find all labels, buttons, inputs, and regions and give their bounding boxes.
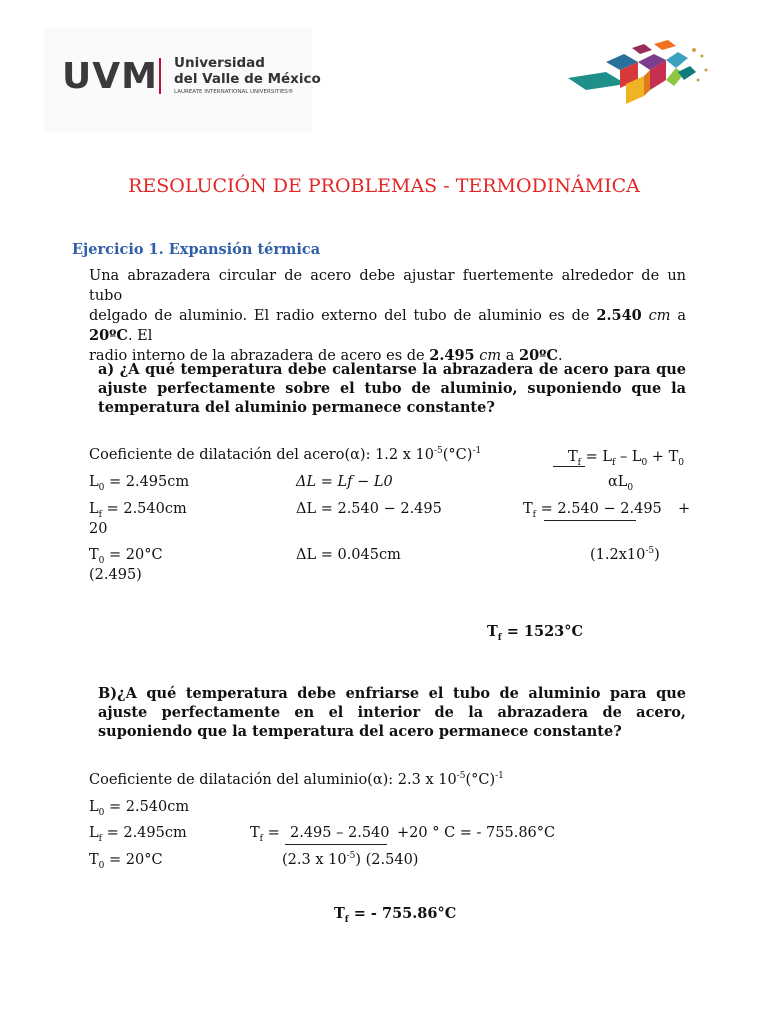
tf-rest-b: +20 ° C = - 755.86°C [397, 825, 556, 841]
tf-denominator-a: $(1.2x10^{-5})$ [590, 546, 660, 563]
tf-denominator-b2: (2.3 x $10^{-5}$) (2.540) [282, 851, 419, 868]
l0-value-b: $L_0 = 2.540cm$ [89, 799, 190, 818]
formula-denominator: $\alpha L_0$ [608, 474, 634, 493]
tf-fraction-line-b [285, 844, 387, 845]
twenty-value: 20 [89, 521, 108, 537]
tf-fraction-line [544, 520, 636, 521]
question-b: B)¿A qué temperatura debe enfriarse el tubo de aluminio para que ajuste perfectamente en el interior de la abrazadera de acero, suponiendo que la temperatura del acero permanece constante? [98, 685, 686, 740]
question-a: a) ¿A qué temperatura debe calentarse la abrazadera de acero para que ajuste perfectamente sobre el tubo de aluminio, suponiendo que la temperatura del aluminio permanece constante? [98, 361, 686, 416]
tf-numerator-b: 2.495 – 2.540 [290, 825, 390, 841]
intro-line-3: radio interno de la abrazadera de acero es de 2.495 cm a 20ºC. [89, 347, 563, 364]
delta-substitution: ΔL = 2.540 − 2.495 [296, 501, 442, 517]
university-name-line1: Universidad [174, 55, 265, 71]
t0-value-b: $T_0 = 20^\circ C$ [89, 852, 163, 871]
tf-substitution: $T_f = 2.540 - 2.495$ [523, 501, 662, 520]
result-a: $T_f = 1523^\circ C$ [487, 623, 584, 643]
delta-formula: ΔL = Lf − L0 [296, 474, 393, 490]
university-name-line2: del Valle de México [174, 71, 321, 87]
formula-tf: $T_f = L_f - L_0 + T_0$ [568, 449, 684, 468]
page-title: RESOLUCIÓN DE PROBLEMAS - TERMODINÁMICA [128, 175, 640, 197]
coef-aluminio: Coeficiente de dilatación del aluminio(α): 2.3 x $10^{-5}(^\circ C)^{-1}$ [89, 771, 504, 788]
tf-denominator-b: (2.495) [89, 567, 142, 583]
intro-line-1: Una abrazadera circular de acero debe ajustar fuertemente alrededor de un tubo [89, 268, 686, 304]
l0-value: $L_0 = 2.495cm$ [89, 474, 190, 493]
result-b: $T_f$ = - 755.86°C [334, 905, 457, 925]
exercise-title: Ejercicio 1. Expansión térmica [72, 241, 321, 258]
plus-sign: + [678, 501, 691, 517]
uvm-logo: UVM [62, 56, 158, 97]
delta-result: ΔL = 0.045cm [296, 547, 401, 563]
tf-label-b: $T_f$ = [250, 825, 280, 844]
intro-line-2: delgado de aluminio. El radio externo del tubo de aluminio es de 2.540 cm a 20ºC. El [89, 307, 686, 344]
lf-value-b: $L_f = 2.495cm$ [89, 825, 187, 844]
intro-paragraph [89, 266, 686, 366]
t0-value: $T_0 = 20^\circ C$ [89, 547, 163, 566]
laureate-tagline: LAUREATE INTERNATIONAL UNIVERSITIES® [174, 89, 294, 95]
coef-acero: Coeficiente de dilatación del acero(α): 1.2 x $10^{-5}(^\circ C)^{-1}$ [89, 446, 482, 463]
lf-value: $L_f = 2.540cm$ [89, 501, 187, 520]
logo-divider [159, 58, 161, 94]
cubes-logo-graphic [566, 40, 714, 110]
